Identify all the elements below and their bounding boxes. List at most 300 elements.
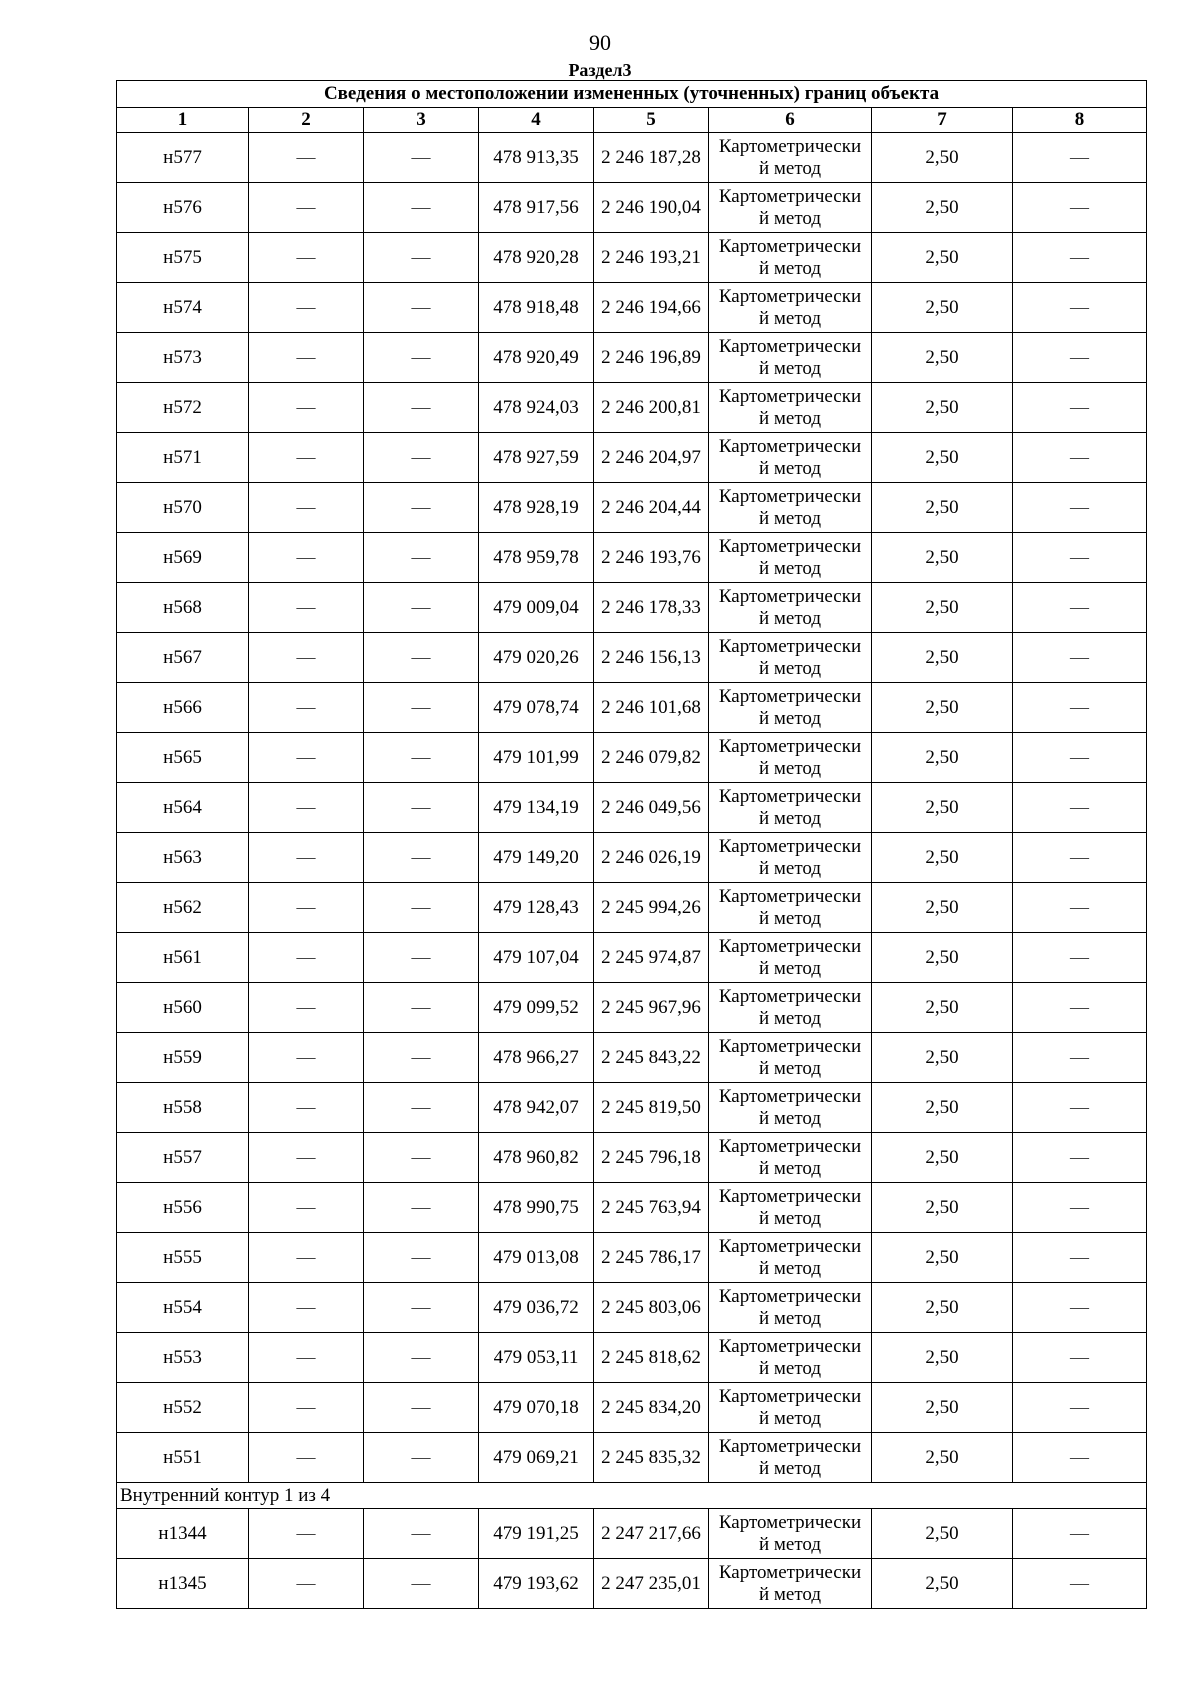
empty-dash: — bbox=[364, 883, 479, 933]
x-coordinate: 478 960,82 bbox=[479, 1133, 594, 1183]
accuracy-value: 2,50 bbox=[872, 1333, 1013, 1383]
method-line-1: Картометрически bbox=[718, 485, 862, 507]
method-line-1: Картометрически bbox=[718, 435, 862, 457]
accuracy-value: 2,50 bbox=[872, 1033, 1013, 1083]
empty-dash: — bbox=[249, 1183, 364, 1233]
y-coordinate: 2 246 194,66 bbox=[594, 283, 709, 333]
method-line-2: й метод bbox=[758, 157, 822, 179]
empty-dash: — bbox=[364, 133, 479, 183]
method-line-2: й метод bbox=[758, 207, 822, 229]
empty-dash: — bbox=[364, 1509, 479, 1559]
empty-dash: — bbox=[249, 1559, 364, 1609]
section-title: Раздел3 bbox=[568, 60, 632, 80]
empty-dash: — bbox=[364, 833, 479, 883]
method-line-1: Картометрически bbox=[718, 1235, 862, 1257]
y-coordinate: 2 246 193,76 bbox=[594, 533, 709, 583]
x-coordinate: 479 069,21 bbox=[479, 1433, 594, 1483]
empty-dash: — bbox=[1013, 1383, 1147, 1433]
table-row bbox=[117, 1133, 1147, 1183]
method-cell bbox=[709, 983, 872, 1033]
accuracy-value: 2,50 bbox=[872, 1083, 1013, 1133]
accuracy-value: 2,50 bbox=[872, 833, 1013, 883]
empty-dash: — bbox=[364, 1033, 479, 1083]
x-coordinate: 479 053,11 bbox=[479, 1333, 594, 1383]
point-name: н560 bbox=[117, 983, 249, 1033]
empty-dash: — bbox=[1013, 433, 1147, 483]
point-name: н1344 bbox=[117, 1509, 249, 1559]
empty-dash: — bbox=[1013, 383, 1147, 433]
method-line-1: Картометрически bbox=[718, 1385, 862, 1407]
accuracy-value: 2,50 bbox=[872, 433, 1013, 483]
y-coordinate: 2 247 217,66 bbox=[594, 1509, 709, 1559]
x-coordinate: 478 924,03 bbox=[479, 383, 594, 433]
empty-dash: — bbox=[364, 1333, 479, 1383]
point-name: н564 bbox=[117, 783, 249, 833]
boundary-coordinates-table bbox=[116, 80, 1147, 1609]
page-number: 90 bbox=[589, 30, 611, 55]
y-coordinate: 2 245 819,50 bbox=[594, 1083, 709, 1133]
y-coordinate: 2 245 974,87 bbox=[594, 933, 709, 983]
empty-dash: — bbox=[1013, 1183, 1147, 1233]
accuracy-value: 2,50 bbox=[872, 883, 1013, 933]
method-cell bbox=[709, 183, 872, 233]
table-row bbox=[117, 283, 1147, 333]
empty-dash: — bbox=[364, 183, 479, 233]
method-line-2: й метод bbox=[758, 1157, 822, 1179]
empty-dash: — bbox=[364, 733, 479, 783]
x-coordinate: 479 013,08 bbox=[479, 1233, 594, 1283]
empty-dash: — bbox=[364, 1383, 479, 1433]
method-cell bbox=[709, 283, 872, 333]
accuracy-value: 2,50 bbox=[872, 1559, 1013, 1609]
y-coordinate: 2 245 994,26 bbox=[594, 883, 709, 933]
table-row bbox=[117, 1083, 1147, 1133]
empty-dash: — bbox=[249, 883, 364, 933]
method-cell bbox=[709, 583, 872, 633]
point-name: н552 bbox=[117, 1383, 249, 1433]
empty-dash: — bbox=[1013, 783, 1147, 833]
method-line-1: Картометрически bbox=[718, 1561, 862, 1583]
empty-dash: — bbox=[249, 1433, 364, 1483]
empty-dash: — bbox=[1013, 233, 1147, 283]
empty-dash: — bbox=[1013, 1283, 1147, 1333]
point-name: н571 bbox=[117, 433, 249, 483]
point-name: н551 bbox=[117, 1433, 249, 1483]
point-name: н561 bbox=[117, 933, 249, 983]
table-row bbox=[117, 383, 1147, 433]
method-line-1: Картометрически bbox=[718, 1035, 862, 1057]
method-line-2: й метод bbox=[758, 557, 822, 579]
y-coordinate: 2 246 200,81 bbox=[594, 383, 709, 433]
method-line-1: Картометрически bbox=[718, 1085, 862, 1107]
empty-dash: — bbox=[364, 783, 479, 833]
table-row bbox=[117, 1033, 1147, 1083]
method-line-1: Картометрически bbox=[718, 1285, 862, 1307]
table-row bbox=[117, 233, 1147, 283]
table-row bbox=[117, 583, 1147, 633]
method-cell bbox=[709, 383, 872, 433]
table-row bbox=[117, 1233, 1147, 1283]
method-cell bbox=[709, 1559, 872, 1609]
y-coordinate: 2 245 835,32 bbox=[594, 1433, 709, 1483]
x-coordinate: 479 070,18 bbox=[479, 1383, 594, 1433]
method-line-1: Картометрически bbox=[718, 685, 862, 707]
empty-dash: — bbox=[249, 683, 364, 733]
empty-dash: — bbox=[1013, 1133, 1147, 1183]
accuracy-value: 2,50 bbox=[872, 1383, 1013, 1433]
empty-dash: — bbox=[1013, 183, 1147, 233]
x-coordinate: 478 990,75 bbox=[479, 1183, 594, 1233]
x-coordinate: 479 099,52 bbox=[479, 983, 594, 1033]
accuracy-value: 2,50 bbox=[872, 483, 1013, 533]
x-coordinate: 478 917,56 bbox=[479, 183, 594, 233]
x-coordinate: 479 009,04 bbox=[479, 583, 594, 633]
point-name: н1345 bbox=[117, 1559, 249, 1609]
accuracy-value: 2,50 bbox=[872, 1133, 1013, 1183]
method-cell bbox=[709, 1283, 872, 1333]
y-coordinate: 2 245 786,17 bbox=[594, 1233, 709, 1283]
accuracy-value: 2,50 bbox=[872, 983, 1013, 1033]
method-line-2: й метод bbox=[758, 657, 822, 679]
table-row bbox=[117, 1333, 1147, 1383]
empty-dash: — bbox=[364, 1233, 479, 1283]
empty-dash: — bbox=[364, 1283, 479, 1333]
method-line-2: й метод bbox=[758, 1583, 822, 1605]
x-coordinate: 478 918,48 bbox=[479, 283, 594, 333]
empty-dash: — bbox=[249, 933, 364, 983]
accuracy-value: 2,50 bbox=[872, 583, 1013, 633]
accuracy-value: 2,50 bbox=[872, 533, 1013, 583]
method-line-1: Картометрически bbox=[718, 735, 862, 757]
empty-dash: — bbox=[249, 383, 364, 433]
empty-dash: — bbox=[364, 433, 479, 483]
empty-dash: — bbox=[1013, 1433, 1147, 1483]
method-line-1: Картометрически bbox=[718, 885, 862, 907]
column-number: 5 bbox=[594, 108, 709, 133]
method-line-1: Картометрически bbox=[718, 185, 862, 207]
x-coordinate: 478 966,27 bbox=[479, 1033, 594, 1083]
table-row bbox=[117, 1509, 1147, 1559]
accuracy-value: 2,50 bbox=[872, 283, 1013, 333]
empty-dash: — bbox=[249, 333, 364, 383]
empty-dash: — bbox=[249, 483, 364, 533]
method-cell bbox=[709, 1083, 872, 1133]
empty-dash: — bbox=[249, 583, 364, 633]
method-line-1: Картометрически bbox=[718, 1435, 862, 1457]
method-line-2: й метод bbox=[758, 357, 822, 379]
contour-label: Внутренний контур 1 из 4 bbox=[117, 1483, 1147, 1509]
y-coordinate: 2 246 049,56 bbox=[594, 783, 709, 833]
method-cell bbox=[709, 1183, 872, 1233]
empty-dash: — bbox=[1013, 1509, 1147, 1559]
method-line-2: й метод bbox=[758, 307, 822, 329]
accuracy-value: 2,50 bbox=[872, 133, 1013, 183]
empty-dash: — bbox=[364, 1133, 479, 1183]
method-line-2: й метод bbox=[758, 1057, 822, 1079]
method-cell bbox=[709, 833, 872, 883]
empty-dash: — bbox=[249, 983, 364, 1033]
point-name: н573 bbox=[117, 333, 249, 383]
empty-dash: — bbox=[364, 983, 479, 1033]
empty-dash: — bbox=[364, 333, 479, 383]
table-row bbox=[117, 933, 1147, 983]
method-cell bbox=[709, 233, 872, 283]
table-row bbox=[117, 1433, 1147, 1483]
table-row bbox=[117, 1183, 1147, 1233]
y-coordinate: 2 246 178,33 bbox=[594, 583, 709, 633]
accuracy-value: 2,50 bbox=[872, 1433, 1013, 1483]
accuracy-value: 2,50 bbox=[872, 1509, 1013, 1559]
main-contour-body bbox=[117, 133, 1147, 1483]
method-cell bbox=[709, 483, 872, 533]
method-cell bbox=[709, 133, 872, 183]
empty-dash: — bbox=[249, 1283, 364, 1333]
x-coordinate: 478 927,59 bbox=[479, 433, 594, 483]
column-number: 3 bbox=[364, 108, 479, 133]
point-name: н566 bbox=[117, 683, 249, 733]
point-name: н574 bbox=[117, 283, 249, 333]
empty-dash: — bbox=[364, 583, 479, 633]
point-name: н565 bbox=[117, 733, 249, 783]
empty-dash: — bbox=[364, 1559, 479, 1609]
table-row bbox=[117, 833, 1147, 883]
x-coordinate: 479 193,62 bbox=[479, 1559, 594, 1609]
method-cell bbox=[709, 1433, 872, 1483]
empty-dash: — bbox=[1013, 833, 1147, 883]
empty-dash: — bbox=[1013, 333, 1147, 383]
method-line-1: Картометрически bbox=[718, 585, 862, 607]
table-row bbox=[117, 483, 1147, 533]
y-coordinate: 2 245 763,94 bbox=[594, 1183, 709, 1233]
x-coordinate: 478 920,49 bbox=[479, 333, 594, 383]
table-row bbox=[117, 1559, 1147, 1609]
point-name: н575 bbox=[117, 233, 249, 283]
empty-dash: — bbox=[249, 533, 364, 583]
table-row bbox=[117, 883, 1147, 933]
point-name: н569 bbox=[117, 533, 249, 583]
empty-dash: — bbox=[364, 283, 479, 333]
accuracy-value: 2,50 bbox=[872, 783, 1013, 833]
accuracy-value: 2,50 bbox=[872, 333, 1013, 383]
method-line-1: Картометрически bbox=[718, 385, 862, 407]
empty-dash: — bbox=[249, 1233, 364, 1283]
empty-dash: — bbox=[1013, 1233, 1147, 1283]
inner-contour-header bbox=[117, 1483, 1147, 1509]
y-coordinate: 2 245 843,22 bbox=[594, 1033, 709, 1083]
method-line-1: Картометрически bbox=[718, 335, 862, 357]
x-coordinate: 479 128,43 bbox=[479, 883, 594, 933]
column-number: 6 bbox=[709, 108, 872, 133]
empty-dash: — bbox=[364, 1083, 479, 1133]
method-line-2: й метод bbox=[758, 807, 822, 829]
method-line-1: Картометрически bbox=[718, 1335, 862, 1357]
empty-dash: — bbox=[364, 1433, 479, 1483]
x-coordinate: 478 942,07 bbox=[479, 1083, 594, 1133]
contour-label-row bbox=[117, 1483, 1147, 1509]
method-cell bbox=[709, 883, 872, 933]
method-line-1: Картометрически bbox=[718, 285, 862, 307]
empty-dash: — bbox=[249, 1333, 364, 1383]
method-cell bbox=[709, 733, 872, 783]
point-name: н567 bbox=[117, 633, 249, 683]
point-name: н563 bbox=[117, 833, 249, 883]
method-cell bbox=[709, 1133, 872, 1183]
x-coordinate: 478 920,28 bbox=[479, 233, 594, 283]
method-line-2: й метод bbox=[758, 1533, 822, 1555]
empty-dash: — bbox=[364, 683, 479, 733]
accuracy-value: 2,50 bbox=[872, 683, 1013, 733]
method-line-2: й метод bbox=[758, 1457, 822, 1479]
table-row bbox=[117, 1383, 1147, 1433]
table-row bbox=[117, 633, 1147, 683]
accuracy-value: 2,50 bbox=[872, 1233, 1013, 1283]
empty-dash: — bbox=[364, 633, 479, 683]
empty-dash: — bbox=[364, 383, 479, 433]
method-cell bbox=[709, 1509, 872, 1559]
y-coordinate: 2 246 190,04 bbox=[594, 183, 709, 233]
x-coordinate: 479 149,20 bbox=[479, 833, 594, 883]
empty-dash: — bbox=[1013, 683, 1147, 733]
method-cell bbox=[709, 1233, 872, 1283]
method-line-2: й метод bbox=[758, 907, 822, 929]
method-line-1: Картометрически bbox=[718, 985, 862, 1007]
point-name: н570 bbox=[117, 483, 249, 533]
empty-dash: — bbox=[249, 783, 364, 833]
x-coordinate: 479 101,99 bbox=[479, 733, 594, 783]
point-name: н562 bbox=[117, 883, 249, 933]
method-cell bbox=[709, 633, 872, 683]
x-coordinate: 479 020,26 bbox=[479, 633, 594, 683]
x-coordinate: 479 191,25 bbox=[479, 1509, 594, 1559]
empty-dash: — bbox=[249, 1083, 364, 1133]
point-name: н558 bbox=[117, 1083, 249, 1133]
table-row bbox=[117, 983, 1147, 1033]
point-name: н576 bbox=[117, 183, 249, 233]
method-line-1: Картометрически bbox=[718, 235, 862, 257]
method-line-2: й метод bbox=[758, 507, 822, 529]
empty-dash: — bbox=[1013, 933, 1147, 983]
empty-dash: — bbox=[1013, 533, 1147, 583]
empty-dash: — bbox=[364, 533, 479, 583]
x-coordinate: 478 913,35 bbox=[479, 133, 594, 183]
y-coordinate: 2 245 818,62 bbox=[594, 1333, 709, 1383]
method-cell bbox=[709, 1383, 872, 1433]
method-cell bbox=[709, 333, 872, 383]
method-line-2: й метод bbox=[758, 757, 822, 779]
method-line-2: й метод bbox=[758, 407, 822, 429]
empty-dash: — bbox=[1013, 1033, 1147, 1083]
method-line-2: й метод bbox=[758, 857, 822, 879]
x-coordinate: 478 959,78 bbox=[479, 533, 594, 583]
y-coordinate: 2 245 967,96 bbox=[594, 983, 709, 1033]
method-line-1: Картометрически bbox=[718, 135, 862, 157]
empty-dash: — bbox=[1013, 1083, 1147, 1133]
y-coordinate: 2 246 187,28 bbox=[594, 133, 709, 183]
method-line-1: Картометрически bbox=[718, 935, 862, 957]
method-line-1: Картометрически bbox=[718, 1135, 862, 1157]
method-line-2: й метод bbox=[758, 1257, 822, 1279]
empty-dash: — bbox=[1013, 733, 1147, 783]
method-line-2: й метод bbox=[758, 957, 822, 979]
empty-dash: — bbox=[249, 1133, 364, 1183]
x-coordinate: 479 107,04 bbox=[479, 933, 594, 983]
empty-dash: — bbox=[249, 1383, 364, 1433]
empty-dash: — bbox=[249, 833, 364, 883]
method-line-2: й метод bbox=[758, 257, 822, 279]
table-row bbox=[117, 1283, 1147, 1333]
table-row bbox=[117, 783, 1147, 833]
y-coordinate: 2 246 026,19 bbox=[594, 833, 709, 883]
y-coordinate: 2 245 834,20 bbox=[594, 1383, 709, 1433]
empty-dash: — bbox=[364, 483, 479, 533]
method-line-2: й метод bbox=[758, 607, 822, 629]
table-row bbox=[117, 533, 1147, 583]
method-cell bbox=[709, 933, 872, 983]
y-coordinate: 2 246 101,68 bbox=[594, 683, 709, 733]
method-cell bbox=[709, 533, 872, 583]
y-coordinate: 2 246 196,89 bbox=[594, 333, 709, 383]
method-line-2: й метод bbox=[758, 1407, 822, 1429]
table-row bbox=[117, 433, 1147, 483]
empty-dash: — bbox=[1013, 983, 1147, 1033]
column-number-row bbox=[117, 108, 1147, 133]
column-number: 8 bbox=[1013, 108, 1147, 133]
method-line-2: й метод bbox=[758, 1207, 822, 1229]
empty-dash: — bbox=[1013, 1333, 1147, 1383]
accuracy-value: 2,50 bbox=[872, 183, 1013, 233]
empty-dash: — bbox=[249, 283, 364, 333]
empty-dash: — bbox=[1013, 133, 1147, 183]
method-line-1: Картометрически bbox=[718, 1511, 862, 1533]
empty-dash: — bbox=[1013, 1559, 1147, 1609]
point-name: н555 bbox=[117, 1233, 249, 1283]
y-coordinate: 2 246 079,82 bbox=[594, 733, 709, 783]
method-cell bbox=[709, 683, 872, 733]
point-name: н572 bbox=[117, 383, 249, 433]
method-cell bbox=[709, 783, 872, 833]
empty-dash: — bbox=[249, 433, 364, 483]
point-name: н568 bbox=[117, 583, 249, 633]
y-coordinate: 2 246 156,13 bbox=[594, 633, 709, 683]
empty-dash: — bbox=[249, 1033, 364, 1083]
method-cell bbox=[709, 1033, 872, 1083]
table-row bbox=[117, 683, 1147, 733]
column-number: 2 bbox=[249, 108, 364, 133]
y-coordinate: 2 246 204,44 bbox=[594, 483, 709, 533]
method-line-1: Картометрически bbox=[718, 1185, 862, 1207]
x-coordinate: 479 036,72 bbox=[479, 1283, 594, 1333]
column-number: 7 bbox=[872, 108, 1013, 133]
method-line-2: й метод bbox=[758, 1307, 822, 1329]
method-line-2: й метод bbox=[758, 1007, 822, 1029]
empty-dash: — bbox=[249, 233, 364, 283]
point-name: н577 bbox=[117, 133, 249, 183]
method-line-1: Картометрически bbox=[718, 835, 862, 857]
accuracy-value: 2,50 bbox=[872, 633, 1013, 683]
empty-dash: — bbox=[364, 933, 479, 983]
point-name: н559 bbox=[117, 1033, 249, 1083]
method-line-1: Картометрически bbox=[718, 535, 862, 557]
accuracy-value: 2,50 bbox=[872, 383, 1013, 433]
y-coordinate: 2 247 235,01 bbox=[594, 1559, 709, 1609]
method-line-1: Картометрически bbox=[718, 635, 862, 657]
table-caption-row bbox=[117, 81, 1147, 108]
column-number: 4 bbox=[479, 108, 594, 133]
point-name: н554 bbox=[117, 1283, 249, 1333]
empty-dash: — bbox=[1013, 283, 1147, 333]
y-coordinate: 2 246 204,97 bbox=[594, 433, 709, 483]
empty-dash: — bbox=[1013, 583, 1147, 633]
